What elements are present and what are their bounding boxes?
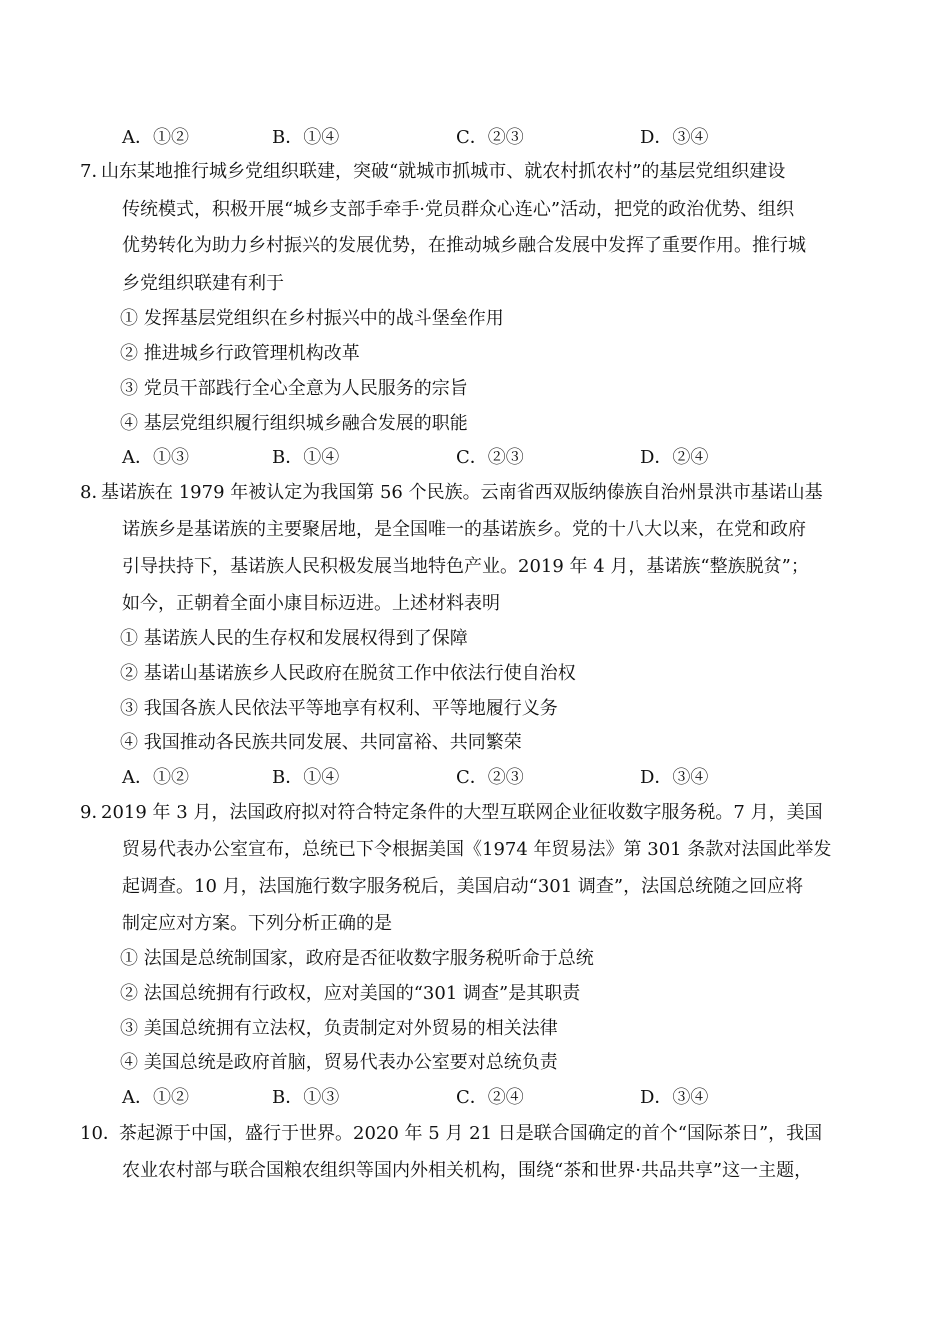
question-stem-line: 引导扶持下，基诺族人民积极发展当地特色产业。2019 年 4 月，基诺族“整族脱贫”； [122,556,809,577]
question-stem-line: 乡党组织联建有利于 [122,273,284,294]
option-b[interactable]: B．①③ [272,1087,340,1108]
question-stem-line: 贸易代表办公室宣布，总统已下令根据美国《1974 年贸易法》第 301 条款对法国此举发 [122,839,832,860]
question-stem-line: 优势转化为助力乡村振兴的发展优势，在推动城乡融合发展中发挥了重要作用。推行城 [122,235,806,256]
option-b[interactable]: B．①④ [272,447,340,468]
statement-item: ④ 美国总统是政府首脑，贸易代表办公室要对总统负责 [120,1052,558,1073]
statement-item: ① 法国是总统制国家，政府是否征收数字服务税听命于总统 [120,948,594,969]
statement-item: ② 推进城乡行政管理机构改革 [120,343,360,364]
option-c[interactable]: C．②④ [456,1087,524,1108]
statement-item: ② 法国总统拥有行政权，应对美国的“301 调查”是其职责 [120,983,581,1004]
option-d[interactable]: D．②④ [640,447,709,468]
option-d[interactable]: D．③④ [640,1087,709,1108]
question-number: 9． [80,802,110,823]
question-stem-line: 2019 年 3 月，法国政府拟对符合特定条件的大型互联网企业征收数字服务税。7 月，美国 [101,802,823,823]
statement-item: ① 发挥基层党组织在乡村振兴中的战斗堡垒作用 [120,308,504,329]
option-a[interactable]: A．①② [122,1087,189,1108]
option-a[interactable]: A．①③ [122,447,189,468]
question-stem-line: 制定应对方案。下列分析正确的是 [122,913,392,934]
question-number: 10． [80,1123,121,1144]
question-stem-line: 传统模式，积极开展“城乡支部手牵手·党员群众心连心”活动，把党的政治优势、组织 [122,199,795,220]
option-c[interactable]: C．②③ [456,447,524,468]
question-stem-line: 基诺族在 1979 年被认定为我国第 56 个民族。云南省西双版纳傣族自治州景洪市基诺山基 [101,482,823,503]
question-stem-line: 诺族乡是基诺族的主要聚居地，是全国唯一的基诺族乡。党的十八大以来，在党和政府 [122,519,806,540]
option-d[interactable]: D．③④ [640,767,709,788]
question-number: 8． [80,482,110,503]
statement-item: ③ 我国各族人民依法平等地享有权利、平等地履行义务 [120,698,558,719]
option-a[interactable]: A．①② [122,127,189,148]
option-b[interactable]: B．①④ [272,127,340,148]
option-d[interactable]: D．③④ [640,127,709,148]
question-stem-line: 茶起源于中国，盛行于世界。2020 年 5 月 21 日是联合国确定的首个“国际茶日”，我国 [119,1123,823,1144]
statement-item: ④ 我国推动各民族共同发展、共同富裕、共同繁荣 [120,732,522,753]
statement-item: ③ 美国总统拥有立法权，负责制定对外贸易的相关法律 [120,1018,558,1039]
statement-item: ③ 党员干部践行全心全意为人民服务的宗旨 [120,378,468,399]
statement-item: ② 基诺山基诺族乡人民政府在脱贫工作中依法行使自治权 [120,663,576,684]
question-number: 7． [80,161,110,182]
statement-item: ④ 基层党组织履行组织城乡融合发展的职能 [120,413,468,434]
option-c[interactable]: C．②③ [456,767,524,788]
option-b[interactable]: B．①④ [272,767,340,788]
option-c[interactable]: C．②③ [456,127,524,148]
question-stem-line: 山东某地推行城乡党组织联建，突破“就城市抓城市、就农村抓农村”的基层党组织建设 [101,161,786,182]
question-stem-line: 起调查。10 月，法国施行数字服务税后，美国启动“301 调查”，法国总统随之回应将 [122,876,804,897]
question-stem-line: 农业农村部与联合国粮农组织等国内外相关机构，围绕“茶和世界·共品共享”这一主题， [122,1160,813,1181]
option-a[interactable]: A．①② [122,767,189,788]
statement-item: ① 基诺族人民的生存权和发展权得到了保障 [120,628,468,649]
question-stem-line: 如今，正朝着全面小康目标迈进。上述材料表明 [122,593,500,614]
